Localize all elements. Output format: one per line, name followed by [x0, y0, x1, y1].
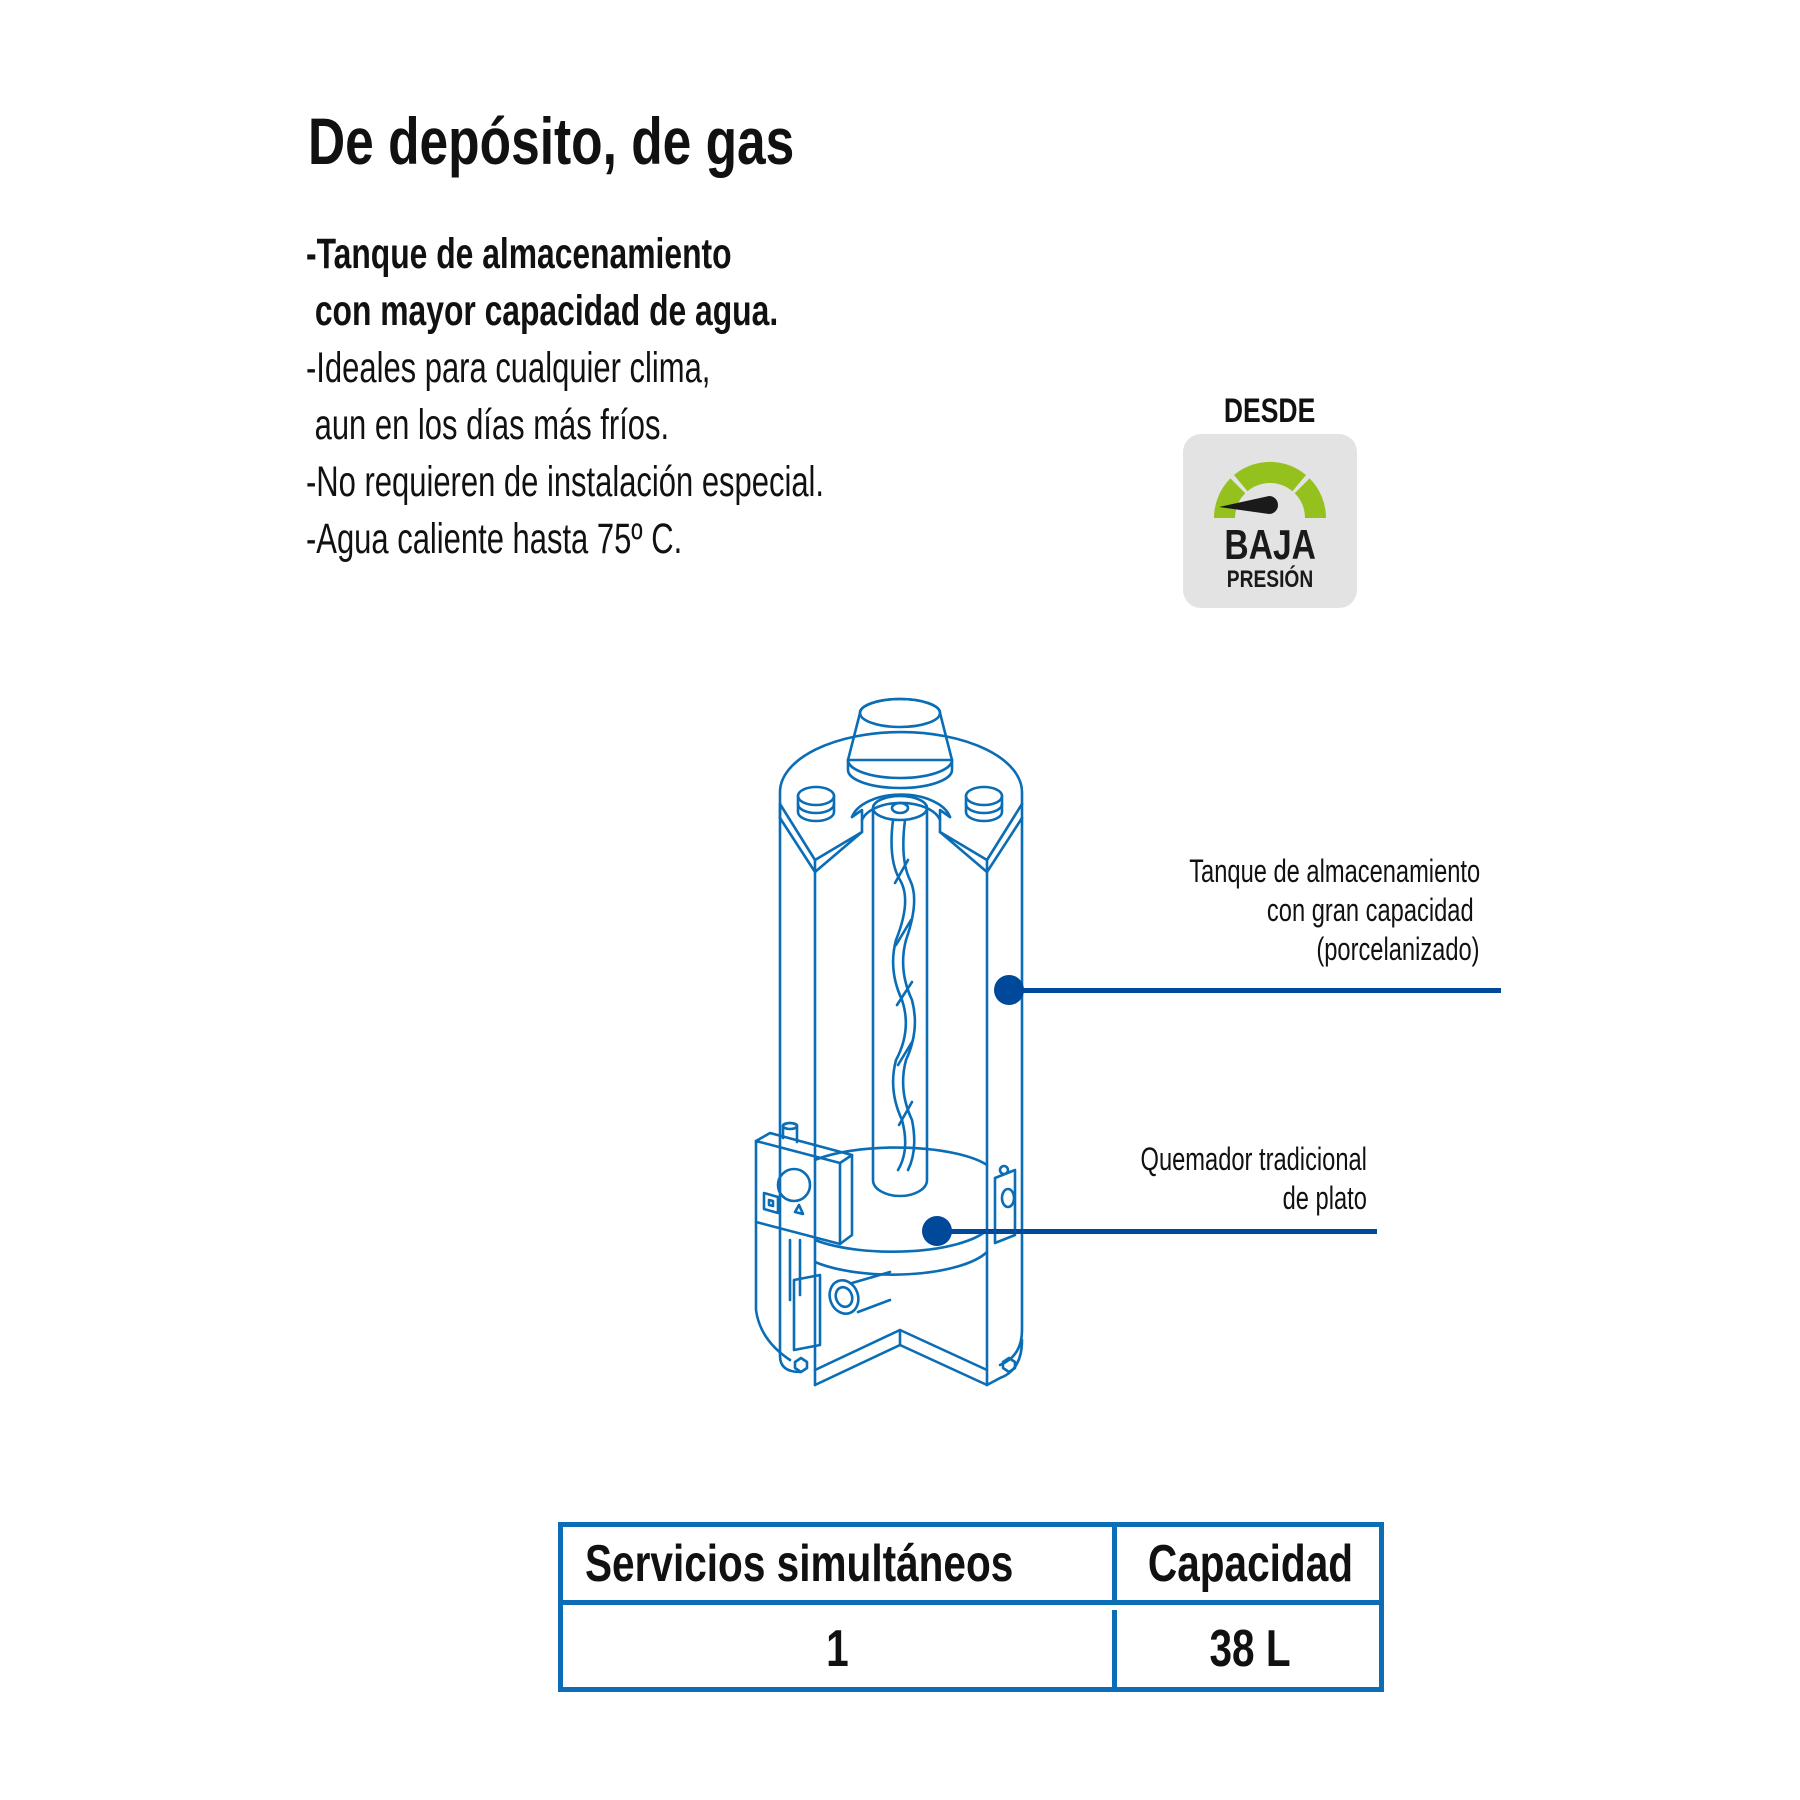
spec-table — [558, 1522, 1384, 1692]
cell-simultaneous-services: 1 — [563, 1610, 1117, 1687]
feature-list — [306, 226, 1025, 568]
low-pressure-badge — [1183, 434, 1357, 608]
callout-label-burner: Quemador tradicional de plato — [1140, 1141, 1367, 1216]
feature-item: -No requieren de instalación especial. — [306, 458, 825, 506]
pipe-fitting-right — [966, 787, 1002, 821]
water-heater-diagram — [740, 680, 1060, 1390]
tank-bottom — [815, 1345, 987, 1385]
feature-item: con mayor capacidad de agua. — [306, 287, 779, 335]
header-simultaneous-services: Servicios simultáneos — [563, 1527, 1117, 1600]
page-title: De depósito, de gas — [308, 104, 795, 178]
feature-item: aun en los días más fríos. — [306, 401, 670, 449]
callout-label-tank: Tanque de almacenamiento con gran capacidad (porcelanizado) — [1189, 853, 1480, 967]
table-row — [563, 1610, 1379, 1687]
badge-label: DESDE — [1224, 392, 1316, 430]
gas-control-valve — [756, 1123, 852, 1360]
badge-main-text: BAJA — [1224, 521, 1316, 568]
cell-capacity: 38 L — [1209, 1619, 1292, 1678]
feature-item: -Agua caliente hasta 75º C. — [306, 515, 683, 563]
header-capacity: Capacidad — [1147, 1534, 1354, 1593]
callout-line-burner — [936, 1229, 1377, 1234]
pipe-fitting-left — [798, 787, 834, 821]
drain-valve — [825, 1272, 890, 1318]
badge-sub-text: PRESIÓN — [1226, 566, 1314, 593]
callout-line-tank — [1008, 988, 1501, 993]
feature-item: -Ideales para cualquier clima, — [306, 344, 711, 392]
feature-item: -Tanque de almacenamiento — [306, 230, 732, 278]
table-header-row — [563, 1527, 1379, 1605]
